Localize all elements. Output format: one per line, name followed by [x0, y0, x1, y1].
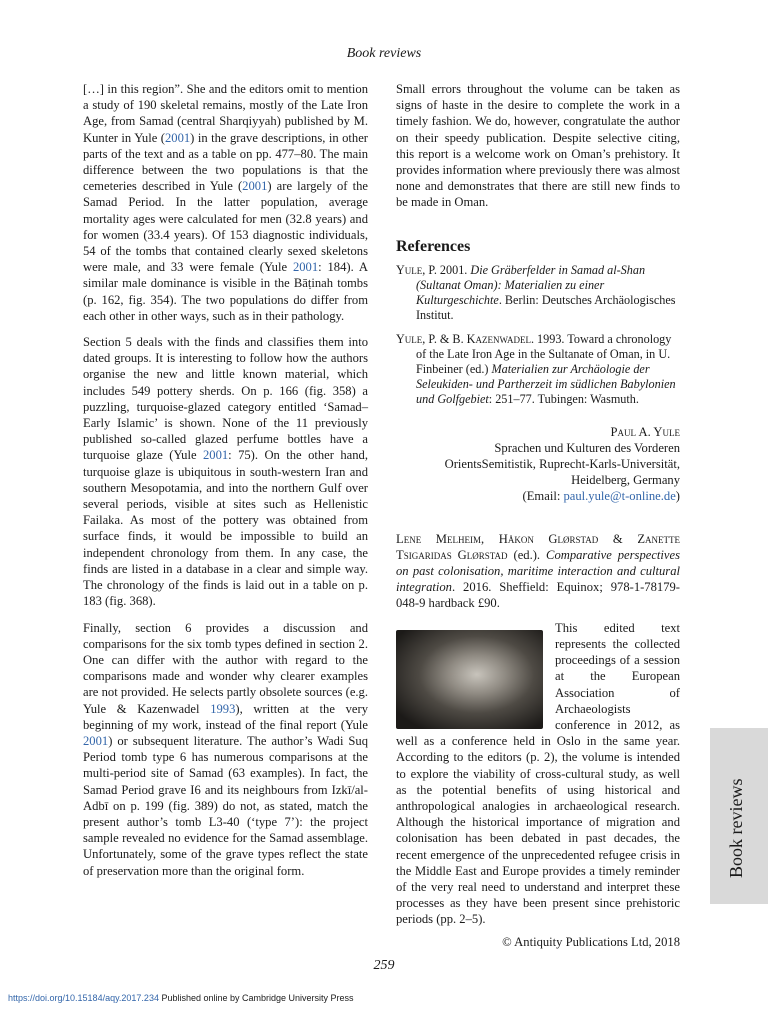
citation-link[interactable]: 2001 — [292, 260, 319, 275]
affiliation-line-3: Heidelberg, Germany — [571, 473, 680, 488]
reference-title: Die Gräberfelder in Samad al-Shan (Sultanat Oman): Materialien zu einer Kulturgeschichte — [416, 262, 646, 308]
paragraph-skeletal-remains — [83, 81, 368, 324]
reference-year: 2001. — [436, 262, 471, 277]
email-line — [396, 488, 680, 504]
review-authors: Lene Melheim, Håkon Glørstad & Zanette Tsigaridas Glørstad — [396, 531, 680, 562]
email-link[interactable]: paul.yule@t-online.de — [563, 489, 676, 504]
doi-link[interactable]: https://doi.org/10.15184/aqy.2017.234 — [8, 993, 159, 1003]
email-prefix: (Email: — [522, 489, 564, 504]
left-column — [83, 81, 368, 889]
citation-link[interactable]: 2001 — [202, 448, 229, 463]
affiliation-line-1: Sprachen und Kulturen des Vorderen — [494, 440, 680, 455]
references-heading: References — [396, 237, 471, 255]
running-header: Book reviews — [346, 46, 422, 61]
reference-author: Yule, P. — [396, 262, 437, 277]
text-run: ) are largely of the Samad Period. In the latter population, average mortality ages were calculated for men (32.8 years) and for women (33.4 years). Of 153 diagnostic individuals, 54 of the tombs that contained clearly sexed skeletons were male, and 33 were female (Yule — [83, 179, 369, 275]
affiliation-line-2: OrientsSemitistik, Ruprecht-Karls-Universität, — [444, 457, 680, 472]
review-ed: (ed.). — [507, 547, 547, 562]
publisher-note: Published online by Cambridge University Press — [158, 993, 354, 1003]
reference-yule-2001 — [396, 263, 680, 324]
paragraph-section-5 — [83, 334, 368, 609]
citation-link[interactable]: 2001 — [83, 733, 109, 748]
reference-yule-kazenwadel-1993 — [396, 332, 680, 408]
citation-link[interactable]: 1993 — [210, 701, 236, 716]
review-body: This edited text represents the collected proceedings of a session at the European Association of Archaeologists conference in 2012, as well as a conference held in Oslo in the same year. According to the editors (p. 2), the volume is intended to explore the viability of cross-cultural study, as well as the potential benefits of using historical and anthropological analogies in archaeological research. Although the historical importance of migration and colonisation has been debated in past decades, the recent emergence of the unprecedented refugee crisis in the Middle East and Europe provides a timely reminder of the very real need to understand and interpret these processes as they have been present since prehistoric periods (pp. 2–5). — [396, 620, 680, 927]
text-run: Finally, section 6 provides a discussion and comparisons for the six tomb types defined in section 2. One can differ with the author with regard to the comparisons made and wonder why clearer examples are not provided. He selects partly obsolete sources (e.g. Yule & Kazenwadel — [83, 620, 368, 716]
copyright-line: © Antiquity Publications Ltd, 2018 — [502, 934, 680, 949]
reviewer-signature — [396, 424, 680, 505]
right-column — [396, 81, 680, 950]
text-run: : 184). A similar male dominance is visible in the Bāṭinah tombs (p. 162, fig. 354). The two populations do differ from each other in other ways, such as in their pathology. — [83, 260, 368, 323]
side-tab — [710, 728, 768, 904]
review-book-title: Comparative perspectives on past colonisation, maritime interaction and cultural integration — [396, 547, 681, 595]
paragraph-conclusion: Small errors throughout the volume can be taken as signs of haste in the desire to complete the work in a timely fashion. We do, however, congratulate the author on their speedy publication. Despite selective citing, this report is a welcome work on Oman’s prehistory. It provides information where previously there was almost none and demonstrates that there are still new finds to be made in Oman. — [396, 82, 680, 210]
text-run: […] in this region”. She and the editors omit to mention a study of 190 skeletal remains, mostly of the Late Iron Age, from Samad (central Sharqiyyah) published by M. Kunter in Yule ( — [83, 82, 368, 145]
page-number: 259 — [373, 958, 395, 973]
citation-link[interactable]: 2001 — [164, 130, 191, 145]
paragraph-section-6 — [83, 620, 368, 879]
reference-publisher: . Berlin: Deutsches Archäologisches Institut. — [416, 293, 676, 323]
reference-author: Yule, P. & B. Kazenwadel. — [396, 331, 534, 346]
review-publication: . 2016. Sheffield: Equinox; 978-1-78179-048-9 hardback £90. — [396, 580, 680, 611]
email-suffix: ) — [675, 489, 680, 504]
reference-publisher: : 251–77. Tubingen: Wasmuth. — [488, 392, 639, 407]
text-run: ), written at the very beginning of my work, instead of the final report (Yule — [83, 701, 368, 732]
review-body-wrap — [396, 620, 680, 928]
text-run: ) or subsequent literature. The author’s Wadi Suq Period tomb type 6 has numerous comparisons at the multi-period site of Samad (63 examples). In fact, the Samad Period grave I6 and its neighbours from Izkī/al-Adbī on p. 199 (fig. 389) do not, as stated, match the present author’s tomb L3-40 (‘type 7’): the project sample revealed no evidence for the Samad assemblage. Unfortunately, some of the grave types reflect the state of preservation more than the original form. — [83, 733, 368, 878]
text-run: : 75). On the other hand, turquoise glaze is ubiquitous in south-western Iran and southern Mesopotamia, and into the northern Gulf over several periods, visible at sites such as Hellenistic Failaka. As most of the pottery was obtained from surface finds, it would be impossible to build an independent chronology from them. In any case, the finds are listed in a database in a clear and simple way. The chronology of the finds is laid out in a table on p. 183 (fig. 368). — [83, 448, 368, 609]
reference-details: 1993. Toward a chronology of the Late Iron Age in the Sultanate of Oman, in U. Finbeiner (ed.) — [416, 331, 672, 377]
text-run: ) in the grave descriptions, in other parts of the text and as a table on pp. 477–80. The main difference between the two populations is that the cemeteries described in Yule ( — [83, 130, 368, 194]
citation-link[interactable]: 2001 — [242, 179, 268, 194]
reviewer-name: Paul A. Yule — [610, 424, 680, 439]
footer — [8, 993, 354, 1003]
reference-title: Materialien zur Archäologie der Seleukiden- und Partherzeit im südlichen Babylonien und Golfgebiet — [416, 362, 676, 407]
text-run: Section 5 deals with the finds and classifies them into dated groups. It is interesting to follow how the authors organise the new and little known material, which includes 549 pottery sherds. On p. 166 (fig. 358) a puzzling, turquoise-glazed category entitled ‘Samad–Early Islamic’ is shown. None of the 11 previously published so-called glazed perfume bottles have a turquoise glaze (Yule — [83, 335, 368, 463]
side-tab-label: Book reviews — [726, 778, 746, 878]
book-cover-image — [396, 630, 543, 729]
review-citation — [396, 531, 680, 612]
